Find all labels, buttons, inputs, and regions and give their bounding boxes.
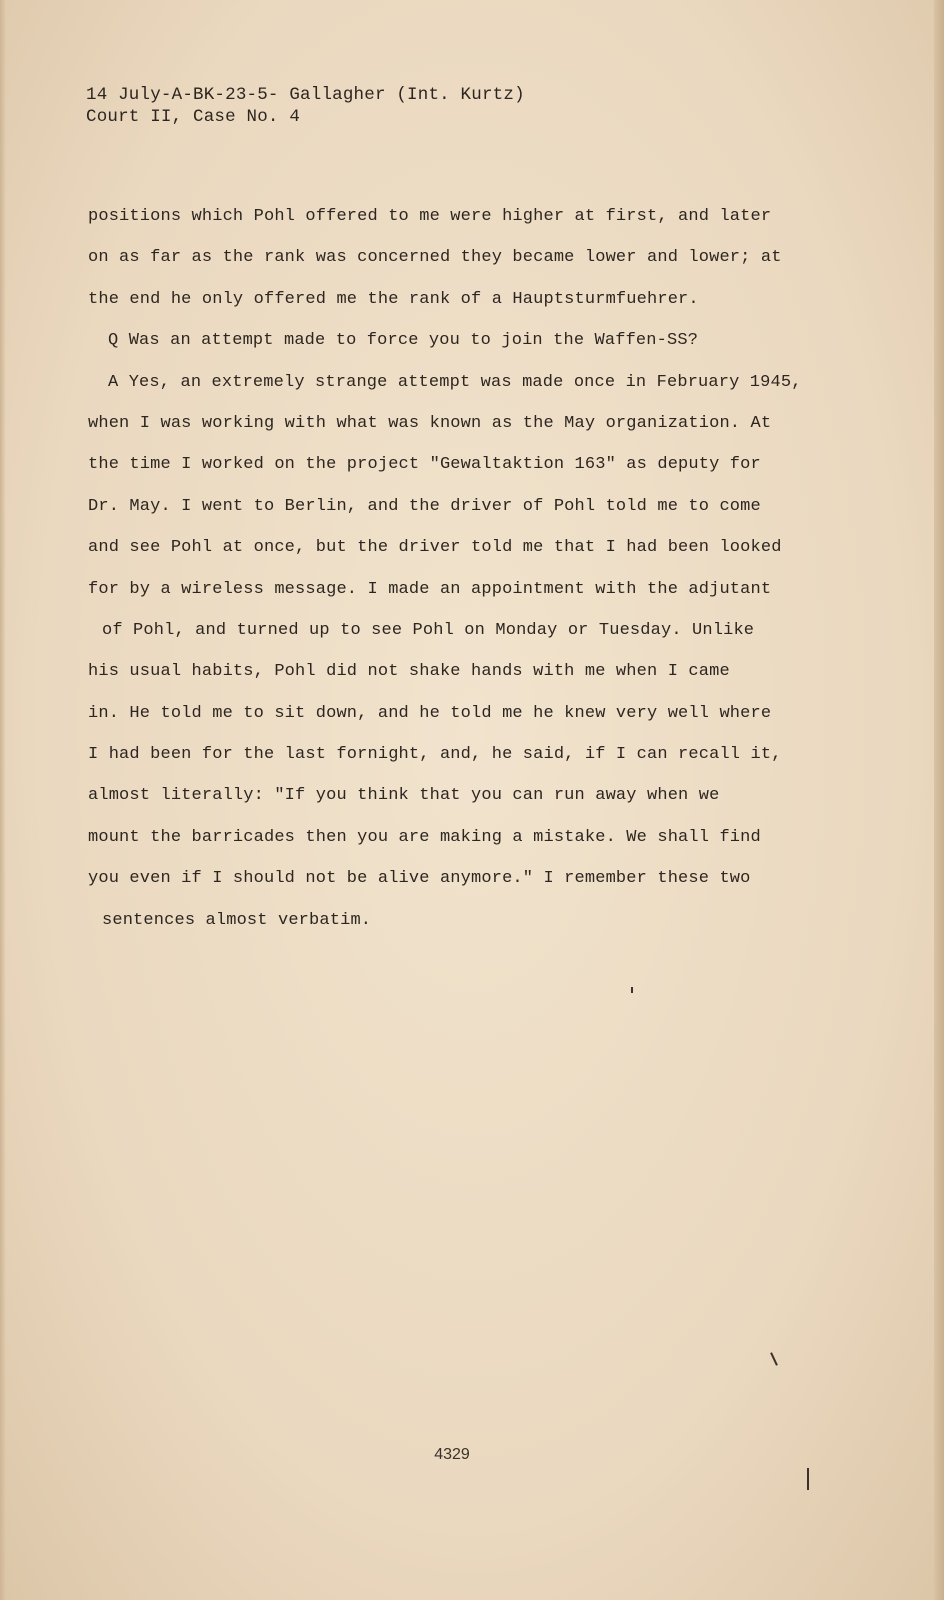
ink-mark <box>807 1468 809 1490</box>
answer-line: A Yes, an extremely strange attempt was made once in February 1945, <box>108 372 802 392</box>
text-line: Dr. May. I went to Berlin, and the driver of Pohl told me to come <box>88 496 761 516</box>
ink-mark <box>631 987 633 993</box>
text-line: almost literally: "If you think that you can run away when we <box>88 786 720 806</box>
text-line: of Pohl, and turned up to see Pohl on Monday or Tuesday. Unlike <box>102 620 755 640</box>
transcript-body <box>88 203 808 948</box>
text-line: for by a wireless message. I made an appointment with the adjutant <box>88 579 772 599</box>
text-line: the time I worked on the project "Gewaltaktion 163" as deputy for <box>88 455 761 475</box>
question-line: Q Was an attempt made to force you to join the Waffen-SS? <box>108 331 699 351</box>
header-line-2: Court II, Case No. 4 <box>86 107 301 127</box>
page-right-edge <box>934 0 944 1600</box>
text-line: and see Pohl at once, but the driver told me that I had been looked <box>88 538 782 558</box>
document-header <box>86 84 525 128</box>
text-line: mount the barricades then you are making a mistake. We shall find <box>88 827 761 847</box>
page-number: 4329 <box>434 1446 470 1463</box>
text-line: sentences almost verbatim. <box>102 910 372 930</box>
header-line-1: 14 July-A-BK-23-5- Gallagher (Int. Kurtz) <box>86 85 525 105</box>
text-line: positions which Pohl offered to me were higher at first, and later <box>88 207 772 226</box>
text-line: on as far as the rank was concerned they became lower and lower; at <box>88 248 782 268</box>
text-line: you even if I should not be alive anymore." I remember these two <box>88 869 751 889</box>
text-line: the end he only offered me the rank of a Hauptsturmfuehrer. <box>88 289 699 309</box>
ink-mark <box>770 1352 778 1366</box>
page-left-edge <box>0 0 6 1600</box>
text-line: when I was working with what was known as the May organization. At <box>88 413 772 433</box>
text-line: his usual habits, Pohl did not shake hands with me when I came <box>88 662 730 682</box>
text-line: I had been for the last fornight, and, he said, if I can recall it, <box>88 745 782 765</box>
text-line: in. He told me to sit down, and he told me he knew very well where <box>88 703 772 723</box>
